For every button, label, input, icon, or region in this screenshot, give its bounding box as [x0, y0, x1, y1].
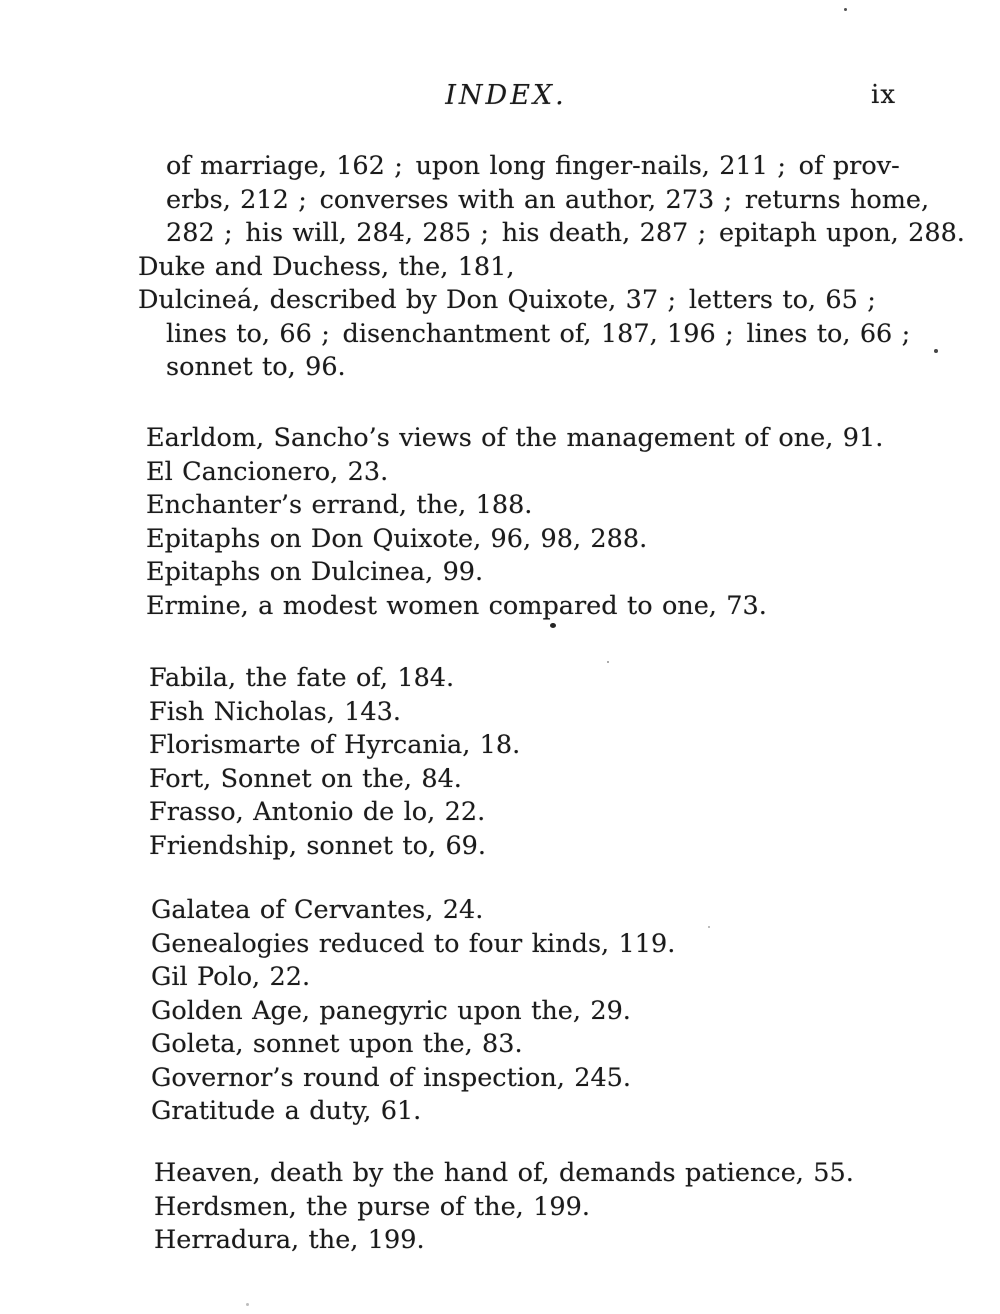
index-line: Friendship, sonnet to, 69. [149, 830, 486, 861]
index-line: sonnet to, 96. [166, 352, 346, 382]
scan-speck [844, 8, 847, 11]
index-line: lines to, 66 ; disenchantment of, 187, 196 ; lines to, 66 ; [166, 318, 911, 349]
index-line: of marriage, 162 ; upon long finger-nails, 211 ; of prov- [166, 151, 900, 181]
index-line: El Cancionero, 23. [146, 456, 389, 487]
page-header [0, 80, 1000, 116]
index-section-continuation [138, 150, 965, 385]
index-line: Enchanter’s errand, the, 188. [146, 490, 533, 520]
index-line: Epitaphs on Dulcinea, 99. [146, 557, 484, 587]
running-title: INDEX. [445, 80, 567, 111]
index-line: 282 ; his will, 284, 285 ; his death, 287 ; epitaph upon, 288. [166, 218, 965, 248]
index-section-g [151, 894, 675, 1129]
index-line: Genealogies reduced to four kinds, 119. [151, 928, 676, 959]
scan-speck [934, 349, 938, 353]
index-line: Frasso, Antonio de lo, 22. [149, 797, 486, 827]
scan-speck [550, 623, 556, 628]
index-line: Gratitude a duty, 61. [151, 1096, 422, 1126]
scan-speck [607, 661, 609, 663]
index-line: Florismarte of Hyrcania, 18. [149, 730, 521, 760]
index-line: Heaven, death by the hand of, demands patience, 55. [154, 1158, 854, 1188]
page-number: ix [871, 80, 896, 110]
index-line: Golden Age, panegyric upon the, 29. [151, 995, 631, 1026]
index-line: Herdsmen, the purse of the, 199. [154, 1191, 590, 1222]
index-line: Fort, Sonnet on the, 84. [149, 763, 462, 794]
index-line: erbs, 212 ; converses with an author, 273 ; returns home, [166, 184, 930, 215]
index-line: Gil Polo, 22. [151, 962, 311, 992]
index-line: Fish Nicholas, 143. [149, 696, 401, 727]
index-section-e [146, 422, 883, 623]
index-line: Earldom, Sancho’s views of the management of one, 91. [146, 423, 884, 453]
index-section-h [154, 1157, 854, 1258]
scan-speck [246, 1303, 249, 1306]
index-line: Duke and Duchess, the, 181, [138, 251, 515, 282]
index-line: Governor’s round of inspection, 245. [151, 1062, 632, 1093]
index-section-f [149, 662, 520, 863]
index-line: Dulcineá, described by Don Quixote, 37 ; letters to, 65 ; [138, 285, 876, 315]
index-line: Herradura, the, 199. [154, 1225, 425, 1255]
index-line: Epitaphs on Don Quixote, 96, 98, 288. [146, 523, 648, 554]
index-line: Galatea of Cervantes, 24. [151, 895, 484, 925]
index-line: Ermine, a modest women compared to one, 73. [146, 590, 767, 621]
index-line: Goleta, sonnet upon the, 83. [151, 1029, 523, 1059]
scan-speck [708, 926, 710, 928]
index-line: Fabila, the fate of, 184. [149, 663, 455, 693]
